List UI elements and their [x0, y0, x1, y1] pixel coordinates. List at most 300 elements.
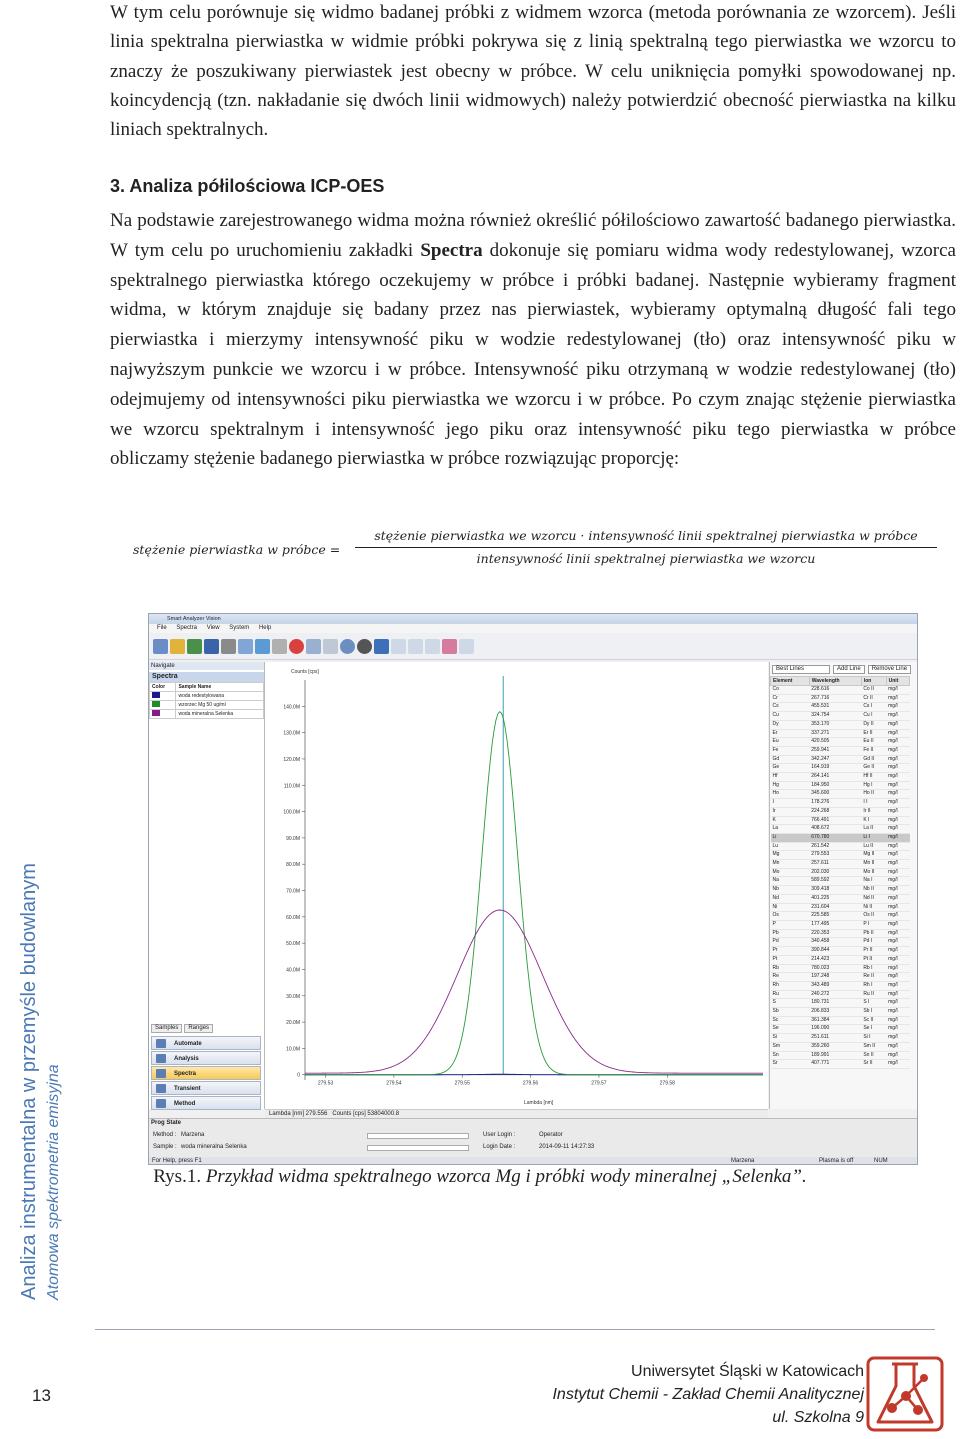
element-row[interactable]	[771, 703, 910, 712]
element-cell-wavelength: 408.672	[809, 825, 861, 834]
element-cell-ion: Sc II	[861, 1016, 886, 1025]
element-cell-unit: mg/l	[886, 833, 909, 842]
navigate-header: Navigate	[149, 662, 264, 670]
caption-text: Przykład widma spektralnego wzorca Mg i próbki wody mineralnej „Selenka”.	[205, 1166, 807, 1187]
figure-caption	[0, 1166, 960, 1188]
element-cell-wavelength: 390.844	[809, 947, 861, 956]
element-row[interactable]	[771, 764, 910, 773]
element-cell-unit: mg/l	[886, 694, 909, 703]
record-icon[interactable]	[357, 639, 372, 654]
element-cell-ion: Sm II	[861, 1042, 886, 1051]
y-tick-label: 140.0M	[283, 704, 300, 711]
institute-logo	[866, 1356, 944, 1432]
element-cell-wavelength: 342.247	[809, 755, 861, 764]
element-row[interactable]	[771, 729, 910, 738]
element-cell-element: Ho	[771, 790, 810, 799]
element-cell-unit: mg/l	[886, 1025, 909, 1034]
element-cell-element: Eu	[771, 738, 810, 747]
element-cell-unit: mg/l	[886, 851, 909, 860]
element-cell-ion: Sr II	[861, 1060, 886, 1069]
element-cell-element: Pb	[771, 929, 810, 938]
element-row[interactable]	[771, 868, 910, 877]
element-cell-wavelength: 206.833	[809, 1008, 861, 1017]
element-cell-unit: mg/l	[886, 807, 909, 816]
element-row[interactable]	[771, 964, 910, 973]
element-cell-element: Sc	[771, 1016, 810, 1025]
element-row[interactable]	[771, 825, 910, 834]
element-row[interactable]	[771, 938, 910, 947]
element-cell-element: Sm	[771, 1042, 810, 1051]
element-cell-wavelength: 178.276	[809, 799, 861, 808]
sample-label: Sample :	[153, 1144, 177, 1150]
element-cell-ion: Lu II	[861, 842, 886, 851]
y-tick-label: 30.0M	[286, 993, 300, 1000]
x-tick-label: 279.56	[522, 1080, 539, 1087]
element-row[interactable]	[771, 894, 910, 903]
element-cell-element: Re	[771, 973, 810, 982]
element-cell-wavelength: 240.272	[809, 990, 861, 999]
element-cell-wavelength: 337.271	[809, 729, 861, 738]
menu-file[interactable]: File	[157, 625, 167, 631]
element-cell-ion: I I	[861, 799, 886, 808]
element-cell-element: Os	[771, 912, 810, 921]
element-row[interactable]	[771, 877, 910, 886]
element-row[interactable]	[771, 816, 910, 825]
element-cell-unit: mg/l	[886, 738, 909, 747]
element-cell-ion: Pb II	[861, 929, 886, 938]
element-row[interactable]	[771, 712, 910, 721]
y-tick-label: 10.0M	[286, 1046, 300, 1053]
element-cell-ion: Cu I	[861, 712, 886, 721]
help-hint: For Help, press F1	[152, 1158, 202, 1164]
folder-icon[interactable]	[170, 639, 185, 654]
spectrum-chart[interactable]	[265, 662, 768, 1109]
samples-table	[149, 682, 264, 719]
col-wavelength: Wavelength	[809, 677, 861, 686]
element-cell-unit: mg/l	[886, 764, 909, 773]
menu-spectra[interactable]: Spectra	[176, 625, 198, 631]
arrow-icon[interactable]	[374, 639, 389, 654]
element-row[interactable]	[771, 1051, 910, 1060]
sample-color-swatch	[152, 692, 160, 698]
element-cell-wavelength: 343.489	[809, 981, 861, 990]
open-icon[interactable]	[153, 639, 168, 654]
element-cell-element: Hg	[771, 781, 810, 790]
nav-tabs	[151, 1024, 213, 1033]
element-cell-wavelength: 353.170	[809, 720, 861, 729]
y-tick-label: 0	[297, 1072, 300, 1079]
y-axis-label: Counts [cps]	[291, 669, 319, 675]
element-cell-ion: La II	[861, 825, 886, 834]
element-controls	[770, 662, 918, 676]
element-cell-wavelength: 780.023	[809, 964, 861, 973]
element-cell-element: Gd	[771, 755, 810, 764]
element-row[interactable]	[771, 973, 910, 982]
element-cell-wavelength: 164.919	[809, 764, 861, 773]
element-cell-ion: P I	[861, 920, 886, 929]
element-panel	[769, 662, 918, 1109]
y-tick-label: 90.0M	[286, 835, 300, 842]
progress-bar	[367, 1133, 469, 1139]
element-cell-element: Se	[771, 1025, 810, 1034]
element-cell-wavelength: 267.716	[809, 694, 861, 703]
element-cell-element: Dy	[771, 720, 810, 729]
element-cell-wavelength: 231.604	[809, 903, 861, 912]
element-cell-ion: K I	[861, 816, 886, 825]
element-cell-ion: Re II	[861, 973, 886, 982]
element-cell-element: Hf	[771, 773, 810, 782]
element-cell-element: Cs	[771, 703, 810, 712]
element-cell-wavelength: 361.384	[809, 1016, 861, 1025]
element-cell-unit: mg/l	[886, 1034, 909, 1043]
sidebar-subtitle: Atomowa spektrometria emisyjna	[45, 1064, 62, 1300]
element-cell-ion: Gd II	[861, 755, 886, 764]
chart-status-row	[265, 1109, 768, 1118]
user-login-value: Operator	[539, 1132, 563, 1138]
element-cell-wavelength: 589.592	[809, 877, 861, 886]
element-row[interactable]	[771, 1016, 910, 1025]
element-cell-element: Pd	[771, 938, 810, 947]
lambda-readout: Lambda [nm] 279.556	[269, 1111, 328, 1117]
sample-row[interactable]	[150, 710, 264, 719]
element-cell-wavelength: 261.542	[809, 842, 861, 851]
element-row[interactable]	[771, 981, 910, 990]
analysis-icon	[156, 1054, 166, 1063]
element-cell-unit: mg/l	[886, 746, 909, 755]
element-row[interactable]	[771, 920, 910, 929]
plasma-icon[interactable]	[323, 639, 338, 654]
element-cell-unit: mg/l	[886, 947, 909, 956]
y-tick-label: 20.0M	[286, 1020, 300, 1027]
element-cell-ion: Rb I	[861, 964, 886, 973]
element-row[interactable]	[771, 1060, 910, 1069]
element-cell-ion: Hg I	[861, 781, 886, 790]
best-lines-dropdown[interactable]: Best Lines	[772, 665, 830, 674]
element-cell-wavelength: 220.353	[809, 929, 861, 938]
element-cell-element: Ir	[771, 807, 810, 816]
element-cell-ion: Li I	[861, 833, 886, 842]
formula-denominator: intensywność linii spektralnej pierwiastka we wzorcu	[476, 551, 816, 566]
element-cell-ion: Co II	[861, 686, 886, 695]
element-cell-wavelength: 766.491	[809, 816, 861, 825]
element-cell-ion: Si I	[861, 1034, 886, 1043]
footer-institute: Instytut Chemii - Zakład Chemii Analitycznej	[552, 1386, 864, 1403]
element-row[interactable]	[771, 694, 910, 703]
element-cell-wavelength: 225.585	[809, 912, 861, 921]
menu-view[interactable]: View	[206, 625, 220, 631]
element-cell-unit: mg/l	[886, 842, 909, 851]
element-cell-ion: Ni II	[861, 903, 886, 912]
formula-fraction	[355, 528, 937, 566]
element-cell-element: Ru	[771, 990, 810, 999]
x-tick-label: 279.57	[591, 1080, 607, 1087]
element-cell-ion: Mo II	[861, 868, 886, 877]
run-icon[interactable]	[187, 639, 202, 654]
element-row[interactable]	[771, 833, 910, 842]
y-tick-label: 40.0M	[286, 967, 300, 974]
element-cell-unit: mg/l	[886, 860, 909, 869]
element-cell-unit: mg/l	[886, 781, 909, 790]
list-icon[interactable]	[238, 639, 253, 654]
element-cell-unit: mg/l	[886, 903, 909, 912]
element-cell-element: I	[771, 799, 810, 808]
element-cell-element: Nb	[771, 886, 810, 895]
element-row[interactable]	[771, 903, 910, 912]
element-cell-ion: Mg II	[861, 851, 886, 860]
series-line-1	[305, 712, 763, 1075]
element-cell-ion: Os II	[861, 912, 886, 921]
element-cell-element: Rb	[771, 964, 810, 973]
tab-samples[interactable]: Samples	[151, 1024, 182, 1033]
globe-icon[interactable]	[340, 639, 355, 654]
element-cell-wavelength: 251.611	[809, 1034, 861, 1043]
element-cell-unit: mg/l	[886, 999, 909, 1008]
element-row[interactable]	[771, 738, 910, 747]
help-icon[interactable]	[459, 639, 474, 654]
element-row[interactable]	[771, 720, 910, 729]
play-icon[interactable]	[306, 639, 321, 654]
element-cell-element: Pt	[771, 955, 810, 964]
y-tick-label: 70.0M	[286, 888, 300, 895]
element-cell-ion: Pt II	[861, 955, 886, 964]
element-cell-ion: Sn II	[861, 1051, 886, 1060]
element-cell-wavelength: 401.225	[809, 894, 861, 903]
method-value: Marzena	[181, 1132, 205, 1138]
element-cell-ion: Rh I	[861, 981, 886, 990]
zoom-icon[interactable]	[442, 639, 457, 654]
element-cell-element: Fe	[771, 746, 810, 755]
element-cell-ion: Mn II	[861, 860, 886, 869]
element-cell-element: P	[771, 920, 810, 929]
element-cell-wavelength: 420.505	[809, 738, 861, 747]
formula-numerator: stężenie pierwiastka we wzorcu · intensywność linii spektralnej pierwiastka w próbce	[374, 528, 918, 543]
element-cell-ion: Cs I	[861, 703, 886, 712]
grid-icon[interactable]	[272, 639, 287, 654]
chart-icon[interactable]	[255, 639, 270, 654]
element-cell-element: Mn	[771, 860, 810, 869]
spectra-header: Spectra	[149, 672, 264, 682]
method-icon	[156, 1099, 166, 1108]
sample-name: woda mineralna Selenka	[176, 710, 264, 719]
sample-color-swatch	[152, 701, 160, 707]
element-cell-wavelength: 214.423	[809, 955, 861, 964]
element-cell-ion: Fe II	[861, 746, 886, 755]
nav-analysis-button[interactable]: Analysis	[151, 1051, 261, 1065]
element-row[interactable]	[771, 947, 910, 956]
element-cell-unit: mg/l	[886, 955, 909, 964]
nav-method-button[interactable]: Method	[151, 1096, 261, 1110]
element-cell-wavelength: 264.141	[809, 773, 861, 782]
prog-state-panel	[149, 1118, 918, 1159]
element-cell-wavelength: 189.991	[809, 1051, 861, 1060]
app-title-bar: Smart Analyzer Vision	[149, 614, 917, 624]
y-tick-label: 100.0M	[283, 809, 300, 816]
element-cell-element: Cr	[771, 694, 810, 703]
element-cell-unit: mg/l	[886, 912, 909, 921]
y-tick-label: 60.0M	[286, 914, 300, 921]
stop-icon[interactable]	[289, 639, 304, 654]
x-tick-label: 279.53	[317, 1080, 334, 1087]
x-tick-label: 279.58	[659, 1080, 675, 1087]
col-unit: Unit	[886, 677, 909, 686]
login-date-value: 2014-09-11 14:27:33	[539, 1144, 595, 1150]
element-cell-unit: mg/l	[886, 973, 909, 982]
footer-user: Marzena	[731, 1158, 755, 1164]
y-tick-label: 110.0M	[283, 783, 300, 790]
sample-row[interactable]	[150, 701, 264, 710]
element-row[interactable]	[771, 929, 910, 938]
element-cell-unit: mg/l	[886, 1051, 909, 1060]
sample-value: woda mineralna Selenka	[181, 1144, 247, 1150]
counts-readout: Counts [cps] 53804000.8	[332, 1111, 400, 1117]
sample-row[interactable]	[150, 692, 264, 701]
element-row[interactable]	[771, 1025, 910, 1034]
print-icon[interactable]	[221, 639, 236, 654]
x-tick-label: 279.55	[454, 1080, 470, 1087]
element-cell-wavelength: 196.090	[809, 1025, 861, 1034]
element-cell-unit: mg/l	[886, 990, 909, 999]
section-paragraph	[110, 206, 956, 474]
formula-lhs: stężenie pierwiastka w próbce =	[133, 542, 341, 557]
element-cell-unit: mg/l	[886, 929, 909, 938]
element-cell-element: Nd	[771, 894, 810, 903]
element-row[interactable]	[771, 1008, 910, 1017]
element-cell-element: Sb	[771, 1008, 810, 1017]
element-cell-unit: mg/l	[886, 1060, 909, 1069]
element-cell-wavelength: 279.553	[809, 851, 861, 860]
element-row[interactable]	[771, 999, 910, 1008]
element-cell-unit: mg/l	[886, 877, 909, 886]
element-cell-ion: Nd II	[861, 894, 886, 903]
element-cell-element: Na	[771, 877, 810, 886]
app-menu-bar	[149, 624, 917, 633]
element-cell-ion: Na I	[861, 877, 886, 886]
element-row[interactable]	[771, 912, 910, 921]
prog-state-label: Prog State	[151, 1120, 182, 1126]
remove-line-button[interactable]: Remove Line	[868, 665, 911, 674]
element-cell-element: Ge	[771, 764, 810, 773]
section-text-bold: Spectra	[420, 239, 483, 261]
element-cell-ion: Ho II	[861, 790, 886, 799]
element-row[interactable]	[771, 799, 910, 808]
tab-ranges[interactable]: Ranges	[184, 1024, 213, 1033]
element-cell-wavelength: 670.780	[809, 833, 861, 842]
element-cell-unit: mg/l	[886, 703, 909, 712]
nav-transient-button[interactable]: Transient	[151, 1081, 261, 1095]
nav-automate-button[interactable]: Automate	[151, 1036, 261, 1050]
sample-name: woda redestylowana	[176, 692, 264, 701]
element-cell-ion: Ge II	[861, 764, 886, 773]
nav-spectra-button[interactable]: Spectra	[151, 1066, 261, 1080]
element-row[interactable]	[771, 860, 910, 869]
automate-icon	[156, 1039, 166, 1048]
menu-system[interactable]: System	[229, 625, 250, 631]
element-row[interactable]	[771, 1034, 910, 1043]
add-line-button[interactable]: Add Line	[833, 665, 865, 674]
element-row[interactable]	[771, 790, 910, 799]
element-cell-unit: mg/l	[886, 886, 909, 895]
plasma-status: Plasma is off	[819, 1158, 854, 1164]
element-cell-wavelength: 259.941	[809, 746, 861, 755]
method-label: Method :	[153, 1132, 177, 1138]
element-cell-wavelength: 184.950	[809, 781, 861, 790]
element-row[interactable]	[771, 686, 910, 695]
sample-color-swatch	[152, 710, 160, 716]
element-cell-unit: mg/l	[886, 1008, 909, 1017]
element-cell-unit: mg/l	[886, 816, 909, 825]
element-row[interactable]	[771, 886, 910, 895]
num-indicator: NUM	[874, 1158, 888, 1164]
login-date-label: Login Date :	[483, 1144, 516, 1150]
element-row[interactable]	[771, 955, 910, 964]
element-cell-unit: mg/l	[886, 1016, 909, 1025]
element-row[interactable]	[771, 773, 910, 782]
footer-divider	[95, 1329, 935, 1330]
page2-icon[interactable]	[408, 639, 423, 654]
col-ion: Ion	[861, 677, 886, 686]
footer-university: Uniwersytet Śląski w Katowicach	[631, 1363, 864, 1380]
element-cell-ion: Er II	[861, 729, 886, 738]
app-status-bar	[149, 1157, 918, 1165]
element-cell-unit: mg/l	[886, 920, 909, 929]
element-cell-wavelength: 309.418	[809, 886, 861, 895]
app-toolbar	[149, 633, 917, 660]
element-row[interactable]	[771, 781, 910, 790]
element-cell-wavelength: 455.531	[809, 703, 861, 712]
app-screenshot	[148, 613, 918, 1165]
navigate-panel	[149, 662, 265, 1109]
element-row[interactable]	[771, 1042, 910, 1051]
element-cell-wavelength: 180.731	[809, 999, 861, 1008]
element-row[interactable]	[771, 851, 910, 860]
element-cell-unit: mg/l	[886, 825, 909, 834]
col-color: Color	[150, 683, 176, 692]
series-line-2	[305, 910, 763, 1073]
element-cell-element: S	[771, 999, 810, 1008]
element-cell-ion: Sb I	[861, 1008, 886, 1017]
element-row[interactable]	[771, 755, 910, 764]
element-cell-unit: mg/l	[886, 894, 909, 903]
element-cell-element: Ni	[771, 903, 810, 912]
element-cell-ion: S I	[861, 999, 886, 1008]
page-icon[interactable]	[391, 639, 406, 654]
element-cell-wavelength: 228.616	[809, 686, 861, 695]
element-cell-element: La	[771, 825, 810, 834]
element-table	[770, 676, 910, 1069]
sidebar-title: Analiza instrumentalna w przemyśle budowlanym	[18, 863, 40, 1300]
element-cell-wavelength: 407.771	[809, 1060, 861, 1069]
element-cell-unit: mg/l	[886, 868, 909, 877]
element-cell-unit: mg/l	[886, 720, 909, 729]
element-cell-ion: Ru II	[861, 990, 886, 999]
element-cell-ion: Eu II	[861, 738, 886, 747]
y-tick-label: 130.0M	[283, 730, 300, 737]
element-cell-unit: mg/l	[886, 964, 909, 973]
element-cell-unit: mg/l	[886, 686, 909, 695]
element-cell-wavelength: 202.030	[809, 868, 861, 877]
page3-icon[interactable]	[425, 639, 440, 654]
section-text-a: Na podstawie zarejestrowanego widma można również określić półilościowo zawartość badanego pierwiastka. W tym celu po uruchomieniu zakładki	[110, 210, 956, 261]
element-row[interactable]	[771, 807, 910, 816]
element-cell-element: Si	[771, 1034, 810, 1043]
element-cell-unit: mg/l	[886, 729, 909, 738]
save-icon[interactable]	[204, 639, 219, 654]
menu-help[interactable]: Help	[258, 625, 272, 631]
element-row[interactable]	[771, 842, 910, 851]
element-cell-element: Cu	[771, 712, 810, 721]
element-row[interactable]	[771, 746, 910, 755]
element-row[interactable]	[771, 990, 910, 999]
